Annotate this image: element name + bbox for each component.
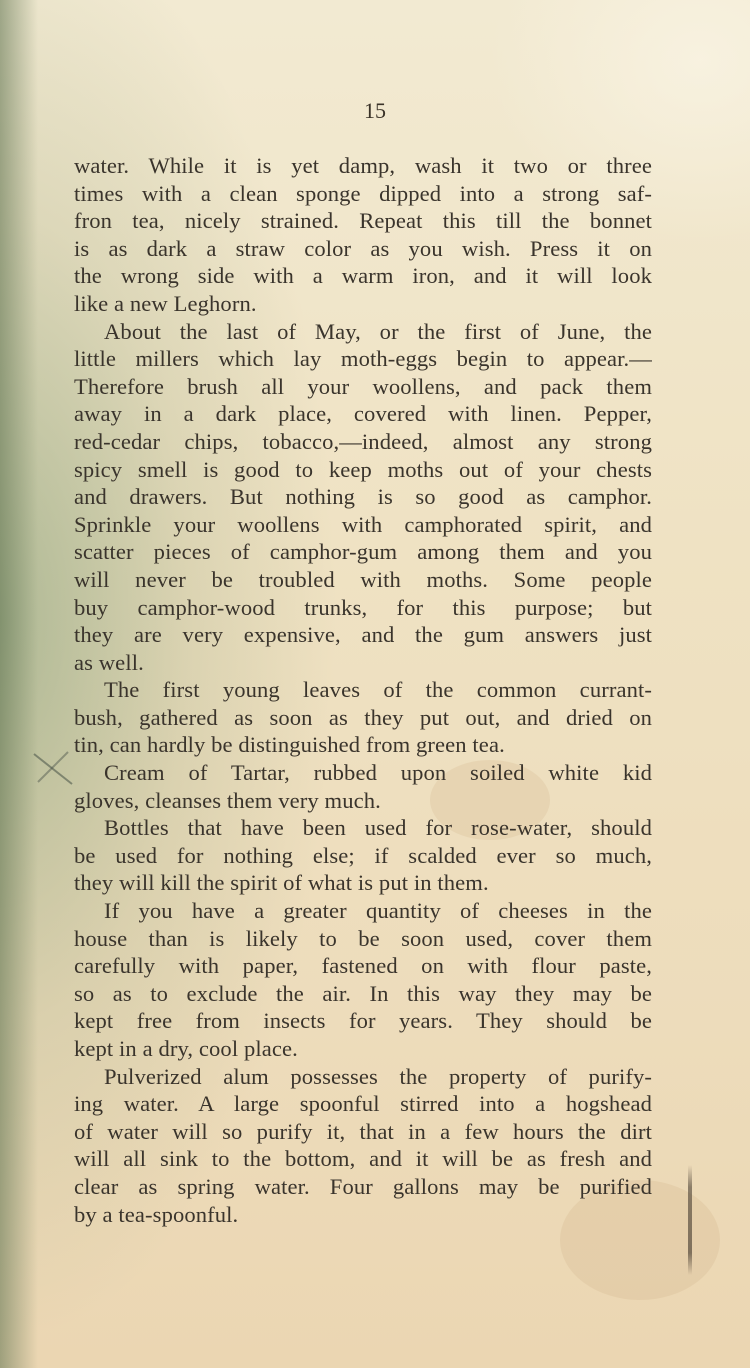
text-line: house than is likely to be soon used, cover them: [74, 925, 652, 951]
text-line: and drawers. But nothing is so good as camphor.: [74, 484, 652, 510]
text-line: carefully with paper, fastened on with flour paste,: [74, 953, 652, 979]
text-line: as well.: [74, 649, 144, 675]
body-text: [74, 152, 652, 1228]
text-line: If you have a greater quantity of cheeses in the: [104, 898, 652, 924]
text-line: by a tea-spoonful.: [74, 1201, 239, 1227]
text-line: red-cedar chips, tobacco,—indeed, almost any strong: [74, 428, 652, 454]
text-line: Therefore brush all your woollens, and pack them: [74, 373, 652, 399]
text-line: gloves, cleanses them very much.: [74, 787, 381, 813]
text-line: kept in a dry, cool place.: [74, 1036, 298, 1061]
text-line: bush, gathered as soon as they put out, and dried on: [74, 704, 652, 730]
text-line: Cream of Tartar, rubbed upon soiled white kid: [104, 760, 652, 786]
text-line: is as dark a straw color as you wish. Press it on: [74, 235, 652, 261]
text-line: they will kill the spirit of what is put in them.: [74, 870, 489, 896]
text-line: Bottles that have been used for rose-water, should: [104, 815, 652, 841]
text-line: Pulverized alum possesses the property of purify-: [104, 1063, 652, 1089]
text-line: scatter pieces of camphor-gum among them and you: [74, 539, 652, 565]
text-line: ing water. A large spoonful stirred into a hogshead: [74, 1091, 652, 1117]
text-line: will all sink to the bottom, and it will be as fresh and: [74, 1146, 652, 1172]
text-line: of water will so purify it, that in a few hours the dirt: [74, 1118, 652, 1144]
page-edge-shadow: [0, 0, 38, 1368]
text-line: times with a clean sponge dipped into a strong saf-: [74, 180, 652, 206]
text-line: the wrong side with a warm iron, and it will look: [74, 263, 652, 289]
text-line: Sprinkle your woollens with camphorated spirit, and: [74, 511, 652, 537]
text-line: little millers which lay moth-eggs begin to appear.—: [74, 346, 652, 372]
text-line: away in a dark place, covered with linen. Pepper,: [74, 401, 652, 427]
text-line: they are very expensive, and the gum answers just: [74, 622, 652, 648]
text-line: tin, can hardly be distinguished from green tea.: [74, 732, 505, 758]
text-line: The first young leaves of the common currant-: [104, 677, 652, 703]
text-line: clear as spring water. Four gallons may be purified: [74, 1173, 652, 1199]
text-line: will never be troubled with moths. Some people: [74, 566, 652, 592]
page-number: 15: [364, 98, 386, 123]
text-line: kept free from insects for years. They should be: [74, 1008, 652, 1034]
text-line: water. While it is yet damp, wash it two or three: [74, 153, 652, 178]
margin-rule-mark: [688, 1165, 692, 1275]
text-line: spicy smell is good to keep moths out of your chests: [74, 456, 652, 482]
text-line: so as to exclude the air. In this way they may be: [74, 980, 652, 1006]
text-line: fron tea, nicely strained. Repeat this till the bonnet: [74, 208, 652, 234]
text-line: be used for nothing else; if scalded ever so much,: [74, 842, 652, 868]
pencil-x-mark-icon: [30, 748, 76, 788]
text-line: About the last of May, or the first of June, the: [104, 318, 652, 344]
text-line: like a new Leghorn.: [74, 290, 257, 316]
text-line: buy camphor-wood trunks, for this purpose; but: [74, 594, 652, 620]
